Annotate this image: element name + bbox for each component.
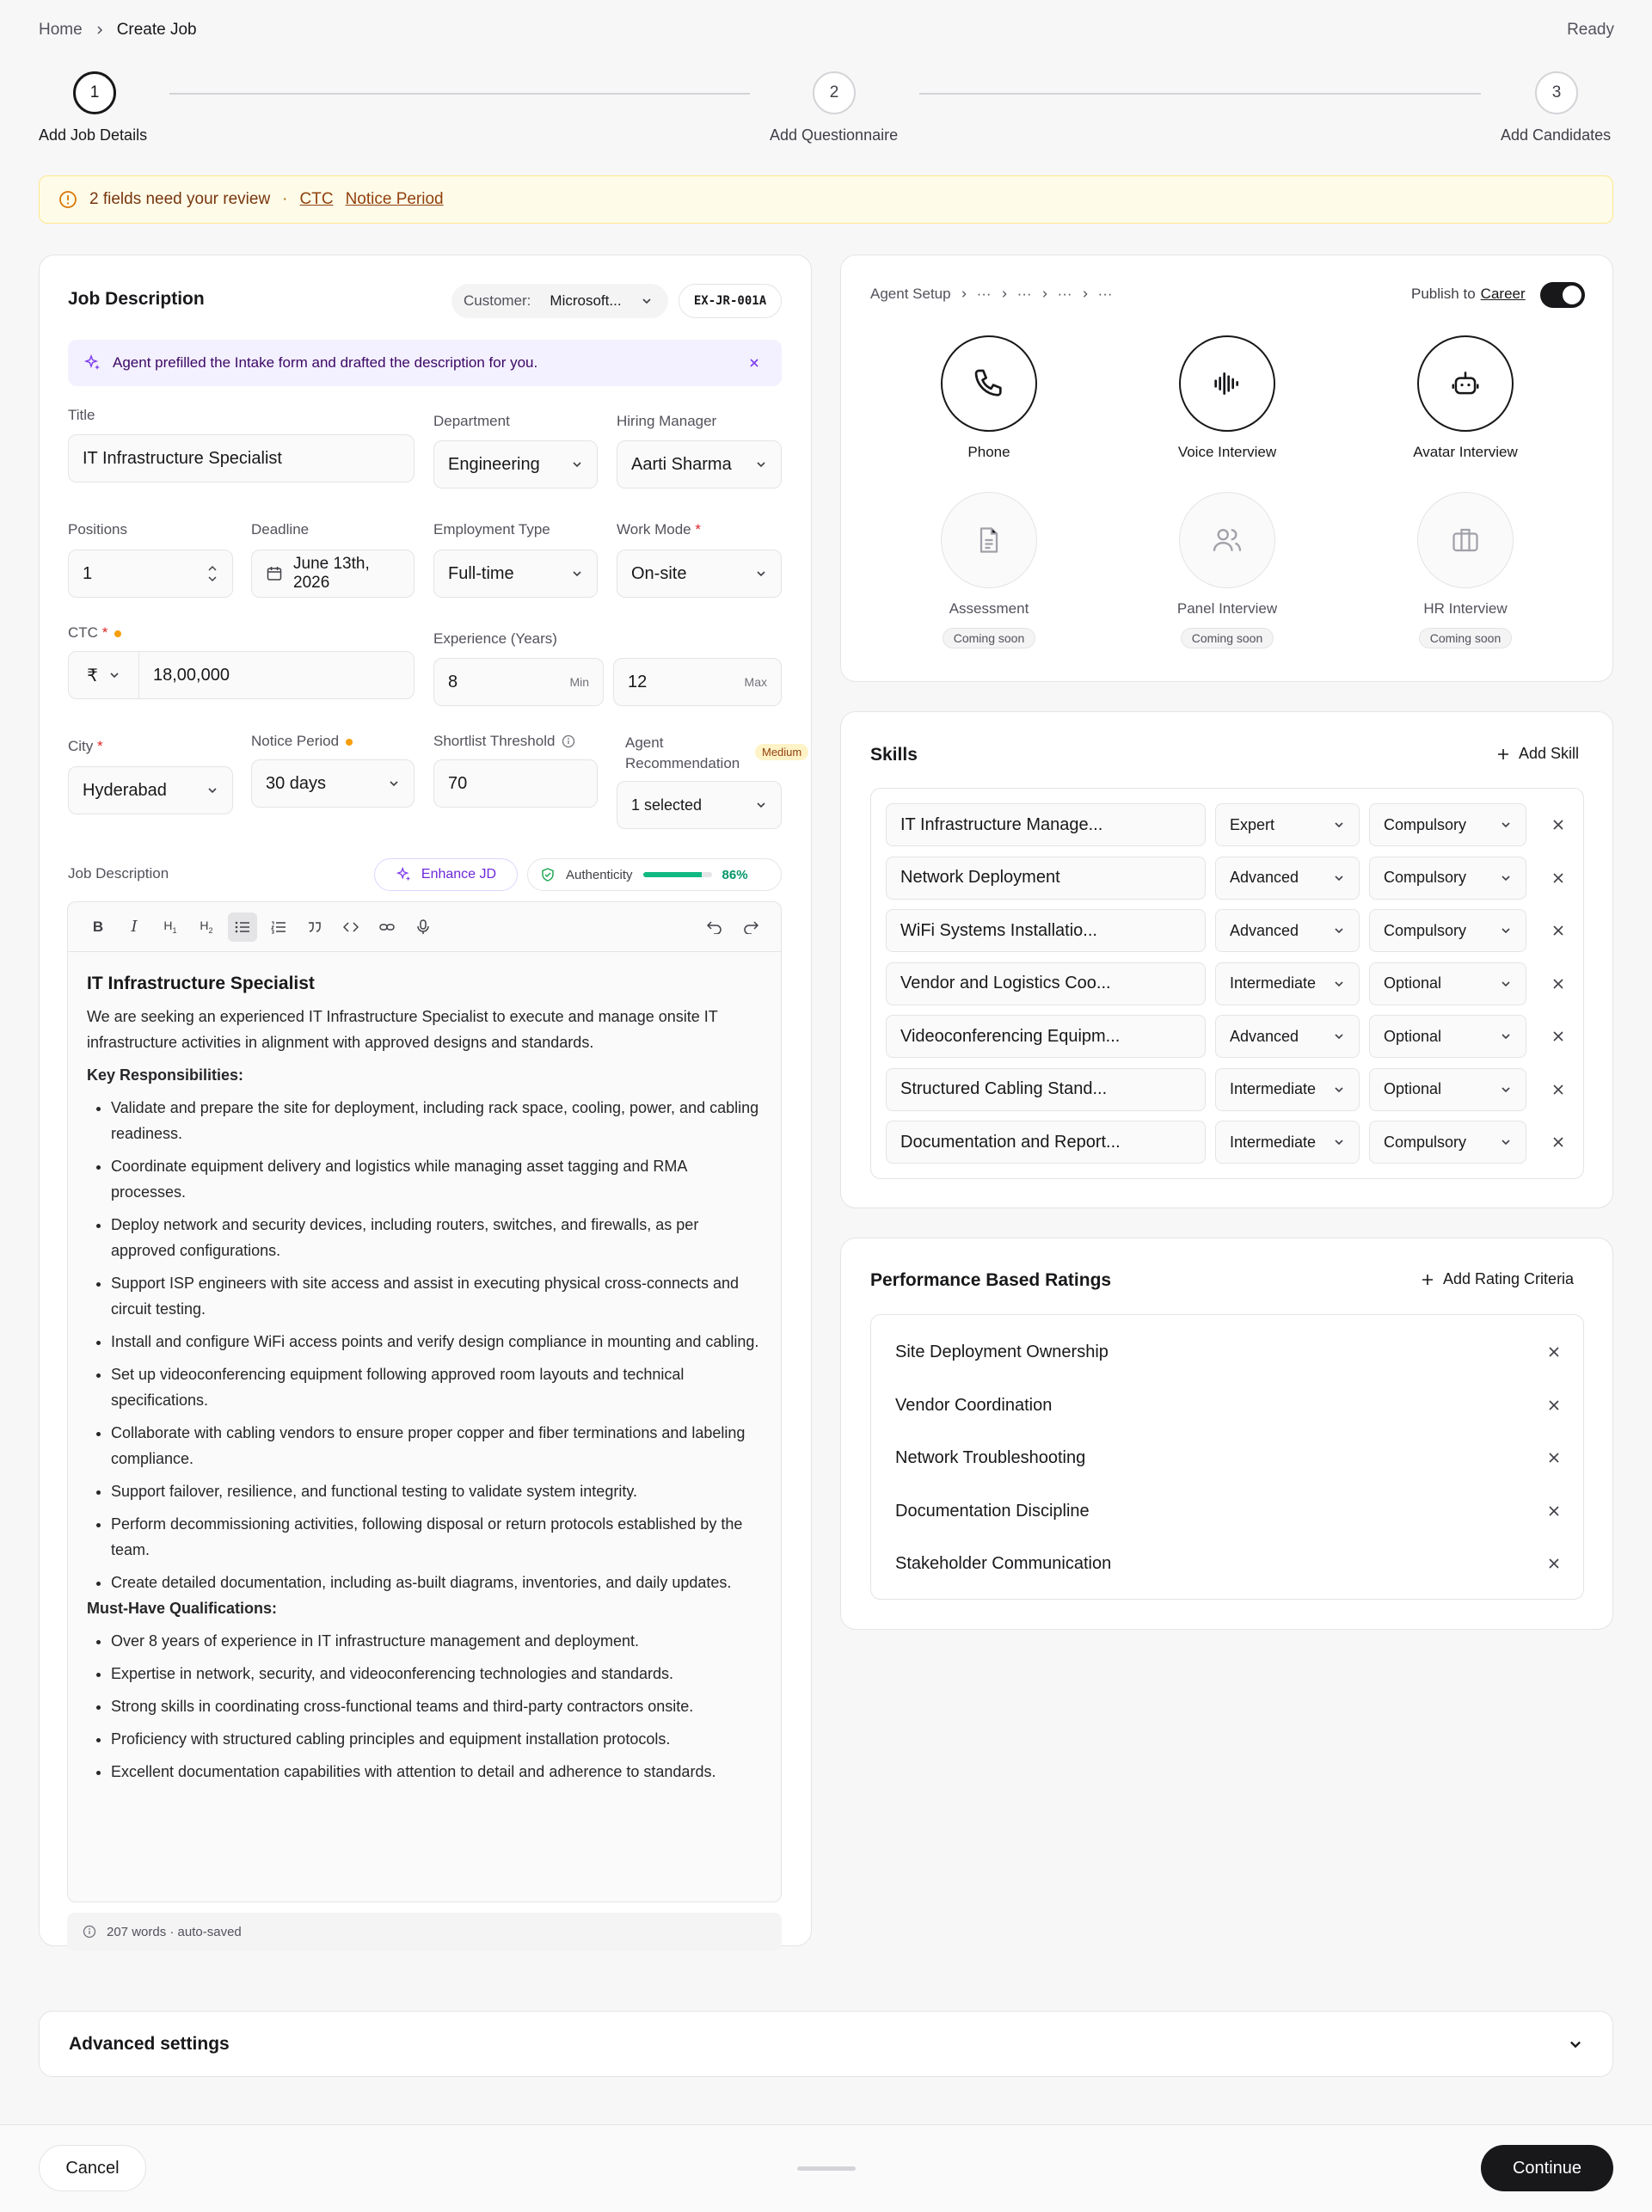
agent-recommendation-select[interactable]: 1 selected bbox=[617, 781, 782, 829]
chevron-right-icon bbox=[95, 25, 105, 35]
remove-skill-icon[interactable] bbox=[1548, 868, 1569, 888]
chevron-right-icon bbox=[1000, 290, 1009, 298]
coming-soon-badge: Coming soon bbox=[1419, 628, 1513, 648]
list-item: • Set up videoconferencing equipment following approved room layouts and technical specifications. bbox=[111, 1361, 762, 1413]
notice-period-label: Notice Period bbox=[251, 733, 353, 750]
coming-soon-badge: Coming soon bbox=[943, 628, 1036, 648]
experience-min-input[interactable]: 8 Min bbox=[433, 658, 604, 706]
heading2-icon[interactable]: $H_2$ bbox=[200, 919, 213, 935]
rating-item: Vendor Coordination bbox=[895, 1395, 1053, 1415]
city-label: City * bbox=[68, 738, 103, 754]
chevron-right-icon bbox=[960, 290, 968, 298]
bullet-list-icon[interactable] bbox=[228, 912, 257, 942]
chevron-down-icon bbox=[1568, 2037, 1583, 2052]
skill-name-input[interactable]: IT Infrastructure Manage... bbox=[886, 803, 1206, 846]
chevron-down-icon bbox=[388, 777, 400, 790]
positions-stepper[interactable]: 1 bbox=[68, 550, 233, 598]
plus-icon bbox=[1421, 1273, 1434, 1287]
breadcrumb bbox=[39, 21, 197, 40]
numbered-list-icon[interactable] bbox=[264, 912, 293, 942]
table-row bbox=[886, 1121, 1570, 1164]
review-text: 2 fields need your review bbox=[89, 190, 271, 208]
redo-icon[interactable] bbox=[736, 912, 765, 942]
job-description-title: Job Description bbox=[68, 289, 205, 309]
authenticity-bar bbox=[643, 872, 712, 877]
remove-skill-icon[interactable] bbox=[1548, 1026, 1569, 1047]
deadline-label: Deadline bbox=[251, 521, 310, 538]
mode-panel-interview: Panel Interview Coming soon bbox=[1141, 492, 1313, 648]
breadcrumb-current: Create Job bbox=[116, 21, 197, 39]
skill-level-select[interactable]: Advanced bbox=[1215, 909, 1360, 952]
add-rating-criteria-button[interactable]: Add Rating Criteria bbox=[1421, 1270, 1574, 1288]
remove-skill-icon[interactable] bbox=[1548, 1079, 1569, 1100]
list-item: • Install and configure WiFi access points and verify design compliance in mounting and cabling. bbox=[111, 1329, 762, 1355]
mode-assessment: Assessment Coming soon bbox=[903, 492, 1075, 648]
skill-type-select[interactable]: Compulsory bbox=[1369, 857, 1526, 900]
advanced-settings-title: Advanced settings bbox=[69, 2033, 230, 2054]
jd-label: Job Description bbox=[68, 865, 169, 882]
list-item: • Create detailed documentation, including as-built diagrams, inventories, and daily updates. bbox=[111, 1570, 762, 1595]
list-item: • Deploy network and security devices, including routers, switches, and firewalls, as per approved configurations. bbox=[111, 1212, 762, 1263]
list-item: • Proficiency with structured cabling principles and equipment installation protocols. bbox=[111, 1726, 762, 1752]
shield-check-icon bbox=[540, 867, 556, 882]
editor-toolbar bbox=[68, 902, 781, 952]
customer-label: Customer: bbox=[464, 292, 531, 309]
chevron-down-icon bbox=[206, 784, 218, 796]
remove-skill-icon[interactable] bbox=[1548, 1132, 1569, 1152]
list-item: • Perform decommissioning activities, following disposal or return protocols established by the team. bbox=[111, 1511, 762, 1563]
mode-hr-interview: HR Interview Coming soon bbox=[1379, 492, 1551, 648]
skills-list bbox=[870, 788, 1584, 1179]
chevron-down-icon bbox=[1500, 1136, 1512, 1148]
quote-icon[interactable] bbox=[300, 912, 329, 942]
cancel-button[interactable]: Cancel bbox=[39, 2145, 146, 2191]
ctc-field bbox=[68, 651, 415, 699]
agent-recommendation-label: Agent Recommendation bbox=[625, 734, 740, 771]
chevron-down-icon bbox=[1500, 925, 1512, 937]
phone-icon bbox=[941, 335, 1037, 432]
step-2-label: Add Questionnaire bbox=[770, 126, 899, 144]
chevron-down-icon bbox=[1333, 978, 1345, 990]
threshold-input[interactable]: 70 bbox=[433, 759, 598, 808]
skill-type-select[interactable]: Optional bbox=[1369, 962, 1526, 1005]
jd-editor[interactable] bbox=[67, 901, 782, 1902]
chevron-down-icon bbox=[755, 568, 767, 580]
table-row bbox=[886, 803, 1570, 846]
review-banner bbox=[39, 175, 1613, 224]
undo-icon[interactable] bbox=[700, 912, 729, 942]
table-row bbox=[886, 1015, 1570, 1058]
skill-level-select[interactable]: Expert bbox=[1215, 803, 1360, 846]
skill-name-input[interactable]: Structured Cabling Stand... bbox=[886, 1068, 1206, 1111]
chevron-down-icon bbox=[1333, 819, 1345, 831]
calendar-icon bbox=[266, 565, 283, 582]
remove-rating-icon[interactable] bbox=[1544, 1501, 1564, 1521]
code-icon[interactable] bbox=[336, 912, 365, 942]
skill-type-select[interactable]: Compulsory bbox=[1369, 803, 1526, 846]
title-label: Title bbox=[68, 407, 95, 423]
rating-item: Stakeholder Communication bbox=[895, 1554, 1112, 1573]
warning-icon bbox=[58, 190, 77, 209]
chevron-down-icon bbox=[1500, 819, 1512, 831]
status-text: Ready bbox=[1567, 21, 1614, 39]
step-3-label: Add Candidates bbox=[1501, 126, 1612, 144]
skill-level-select[interactable]: Advanced bbox=[1215, 1015, 1360, 1058]
editor-content[interactable] bbox=[68, 952, 781, 1785]
table-row bbox=[886, 962, 1570, 1005]
skill-name-input[interactable]: WiFi Systems Installatio... bbox=[886, 909, 1206, 952]
work-mode-label: Work Mode * bbox=[617, 521, 701, 538]
rating-item: Network Troubleshooting bbox=[895, 1448, 1086, 1467]
hiring-manager-select[interactable]: Aarti Sharma bbox=[617, 440, 782, 488]
info-icon bbox=[83, 1925, 96, 1939]
remove-rating-icon[interactable] bbox=[1544, 1447, 1564, 1468]
remove-skill-icon[interactable] bbox=[1548, 974, 1569, 994]
list-item: • Strong skills in coordinating cross-functional teams and third-party contractors onsite. bbox=[111, 1693, 762, 1719]
responsibilities-heading: Key Responsibilities: bbox=[87, 1066, 244, 1084]
skill-type-select[interactable]: Optional bbox=[1369, 1068, 1526, 1111]
review-dot bbox=[114, 630, 121, 637]
chevron-down-icon bbox=[1333, 1030, 1345, 1042]
job-code-badge: EX-JR-001A bbox=[679, 284, 782, 318]
chevron-down-icon bbox=[1500, 1030, 1512, 1042]
rating-item: Documentation Discipline bbox=[895, 1501, 1090, 1521]
responsibilities-list bbox=[87, 1095, 762, 1595]
sparkle-icon bbox=[396, 866, 413, 883]
mode-avatar-interview[interactable]: Avatar Interview bbox=[1379, 335, 1551, 461]
agent-notice bbox=[68, 340, 782, 386]
notice-period-select[interactable]: 30 days bbox=[251, 759, 415, 808]
chevron-right-icon bbox=[1081, 290, 1090, 298]
step-connector-2 bbox=[919, 93, 1481, 95]
mode-voice-interview[interactable]: Voice Interview bbox=[1141, 335, 1313, 461]
close-icon[interactable] bbox=[745, 353, 764, 372]
chevron-down-icon bbox=[1333, 925, 1345, 937]
step-connector-1 bbox=[169, 93, 750, 95]
doc-heading: IT Infrastructure Specialist bbox=[87, 974, 315, 993]
breadcrumb-home[interactable]: Home bbox=[39, 21, 83, 39]
skill-name-input[interactable]: Network Deployment bbox=[886, 857, 1206, 900]
bold-icon[interactable]: B bbox=[92, 918, 104, 935]
publish-label: Publish to Career bbox=[1411, 286, 1526, 302]
chevron-right-icon bbox=[1041, 290, 1049, 298]
remove-skill-icon[interactable] bbox=[1548, 920, 1569, 941]
authenticity-meter: Authenticity 86% bbox=[527, 858, 782, 891]
list-item: • Coordinate equipment delivery and logistics while managing asset tagging and RMA processes. bbox=[111, 1153, 762, 1205]
city-select[interactable]: Hyderabad bbox=[68, 766, 233, 814]
chevron-down-icon bbox=[571, 458, 583, 470]
customer-value: Microsoft... bbox=[550, 292, 622, 309]
remove-rating-icon[interactable] bbox=[1544, 1342, 1564, 1362]
chevron-down-icon bbox=[755, 458, 767, 470]
list-item: • Collaborate with cabling vendors to ensure proper copper and fiber terminations and labeling compliance. bbox=[111, 1420, 762, 1472]
threshold-label: Shortlist Threshold bbox=[433, 733, 575, 750]
word-count-bar: 207 words · auto-saved bbox=[67, 1913, 782, 1951]
skill-name-input[interactable]: Videoconferencing Equipm... bbox=[886, 1015, 1206, 1058]
table-row bbox=[886, 857, 1570, 900]
recommendation-badge: Medium bbox=[755, 744, 808, 760]
skill-level-select[interactable]: Intermediate bbox=[1215, 1068, 1360, 1111]
step-1-label: Add Job Details bbox=[39, 126, 148, 144]
info-icon[interactable] bbox=[562, 734, 575, 748]
department-label: Department bbox=[433, 413, 510, 429]
advanced-settings-toggle[interactable] bbox=[39, 2011, 1613, 2077]
skill-name-input[interactable]: Vendor and Logistics Coo... bbox=[886, 962, 1206, 1005]
ctc-input[interactable]: 18,00,000 bbox=[153, 665, 230, 685]
heading1-icon[interactable]: $H_1$ bbox=[163, 919, 177, 935]
agent-setup-breadcrumb: Agent Setup ··· ··· ··· ··· bbox=[870, 286, 1113, 302]
robot-icon bbox=[1417, 335, 1514, 432]
skill-type-select[interactable]: Compulsory bbox=[1369, 909, 1526, 952]
publish-toggle[interactable] bbox=[1540, 282, 1585, 308]
skills-title: Skills bbox=[870, 745, 918, 765]
users-icon bbox=[1179, 492, 1275, 588]
deadline-datepicker[interactable]: June 13th, 2026 bbox=[251, 550, 415, 598]
review-separator: · bbox=[282, 190, 288, 208]
mode-phone[interactable]: Phone bbox=[903, 335, 1075, 461]
skill-type-select[interactable]: Optional bbox=[1369, 1015, 1526, 1058]
table-row bbox=[886, 1068, 1570, 1111]
chevron-down-icon bbox=[755, 799, 767, 811]
waveform-icon bbox=[1179, 335, 1275, 432]
currency-select[interactable]: ₹ bbox=[69, 652, 139, 698]
list-item: • Support failover, resilience, and functional testing to validate system integrity. bbox=[111, 1478, 762, 1504]
ratings-title: Performance Based Ratings bbox=[870, 1270, 1112, 1290]
briefcase-icon bbox=[1417, 492, 1514, 588]
employment-type-label: Employment Type bbox=[433, 521, 550, 538]
skill-type-select[interactable]: Compulsory bbox=[1369, 1121, 1526, 1164]
ratings-list bbox=[870, 1314, 1584, 1600]
work-mode-select[interactable]: On-site bbox=[617, 550, 782, 598]
skill-name-input[interactable]: Documentation and Report... bbox=[886, 1121, 1206, 1164]
chevron-down-icon bbox=[1333, 1136, 1345, 1148]
step-3-circle[interactable]: 3 bbox=[1535, 71, 1578, 114]
step-1-circle[interactable]: 1 bbox=[73, 71, 116, 114]
experience-label: Experience (Years) bbox=[433, 630, 557, 647]
doc-intro: We are seeking an experienced IT Infrastructure Specialist to execute and manage onsite IT infrastructure activities in alignment with approved designs and standards. bbox=[87, 1008, 718, 1051]
title-input[interactable]: IT Infrastructure Specialist bbox=[68, 434, 415, 482]
list-item: • Excellent documentation capabilities with attention to detail and adherence to standards. bbox=[111, 1759, 762, 1785]
review-link-notice-period[interactable]: Notice Period bbox=[345, 190, 444, 208]
list-item: • Validate and prepare the site for deployment, including rack space, cooling, power, and cabling readiness. bbox=[111, 1095, 762, 1146]
add-skill-button[interactable]: Add Skill bbox=[1496, 745, 1579, 763]
employment-type-select[interactable]: Full-time bbox=[433, 550, 598, 598]
chevron-down-icon bbox=[1500, 978, 1512, 990]
skill-level-select[interactable]: Advanced bbox=[1215, 857, 1360, 900]
ctc-label: CTC * bbox=[68, 624, 121, 642]
skill-level-select[interactable]: Intermediate bbox=[1215, 1121, 1360, 1164]
continue-button[interactable]: Continue bbox=[1481, 2145, 1613, 2191]
coming-soon-badge: Coming soon bbox=[1181, 628, 1274, 648]
link-icon[interactable] bbox=[372, 912, 402, 942]
microphone-icon[interactable] bbox=[408, 912, 438, 942]
chevron-down-icon bbox=[1333, 1084, 1345, 1096]
list-item: • Expertise in network, security, and videoconferencing technologies and standards. bbox=[111, 1661, 762, 1687]
department-select[interactable]: Engineering bbox=[433, 440, 598, 488]
review-dot bbox=[346, 739, 353, 746]
career-link[interactable]: Career bbox=[1480, 286, 1526, 302]
skill-level-select[interactable]: Intermediate bbox=[1215, 962, 1360, 1005]
chevron-down-icon bbox=[571, 568, 583, 580]
list-item: • Support ISP engineers with site access and assist in executing physical cross-connects and circuit testing. bbox=[111, 1270, 762, 1322]
qualifications-list bbox=[87, 1628, 762, 1785]
italic-icon[interactable]: I bbox=[131, 918, 138, 936]
plus-icon bbox=[1496, 747, 1510, 761]
experience-max-input[interactable]: 12 Max bbox=[613, 658, 782, 706]
drag-handle[interactable] bbox=[797, 2166, 856, 2171]
stepper-arrows-icon[interactable] bbox=[206, 562, 218, 586]
chevron-down-icon bbox=[108, 669, 120, 681]
sparkle-icon bbox=[83, 353, 102, 372]
agent-notice-text: Agent prefilled the Intake form and drafted the description for you. bbox=[113, 354, 538, 371]
chevron-down-icon bbox=[1333, 872, 1345, 884]
step-2-circle[interactable]: 2 bbox=[813, 71, 856, 114]
review-link-ctc[interactable]: CTC bbox=[299, 190, 334, 208]
rating-item: Site Deployment Ownership bbox=[895, 1343, 1108, 1361]
enhance-jd-button[interactable]: Enhance JD bbox=[374, 858, 518, 891]
customer-selector[interactable] bbox=[451, 284, 668, 318]
table-row bbox=[886, 909, 1570, 952]
remove-rating-icon[interactable] bbox=[1544, 1553, 1564, 1574]
chevron-down-icon bbox=[641, 295, 653, 307]
chevron-down-icon bbox=[1500, 1084, 1512, 1096]
qualifications-heading: Must-Have Qualifications: bbox=[87, 1600, 278, 1617]
document-icon bbox=[941, 492, 1037, 588]
remove-skill-icon[interactable] bbox=[1548, 814, 1569, 835]
hiring-manager-label: Hiring Manager bbox=[617, 413, 717, 429]
chevron-down-icon bbox=[1500, 872, 1512, 884]
list-item: • Over 8 years of experience in IT infrastructure management and deployment. bbox=[111, 1628, 762, 1654]
remove-rating-icon[interactable] bbox=[1544, 1395, 1564, 1416]
positions-label: Positions bbox=[68, 521, 127, 538]
